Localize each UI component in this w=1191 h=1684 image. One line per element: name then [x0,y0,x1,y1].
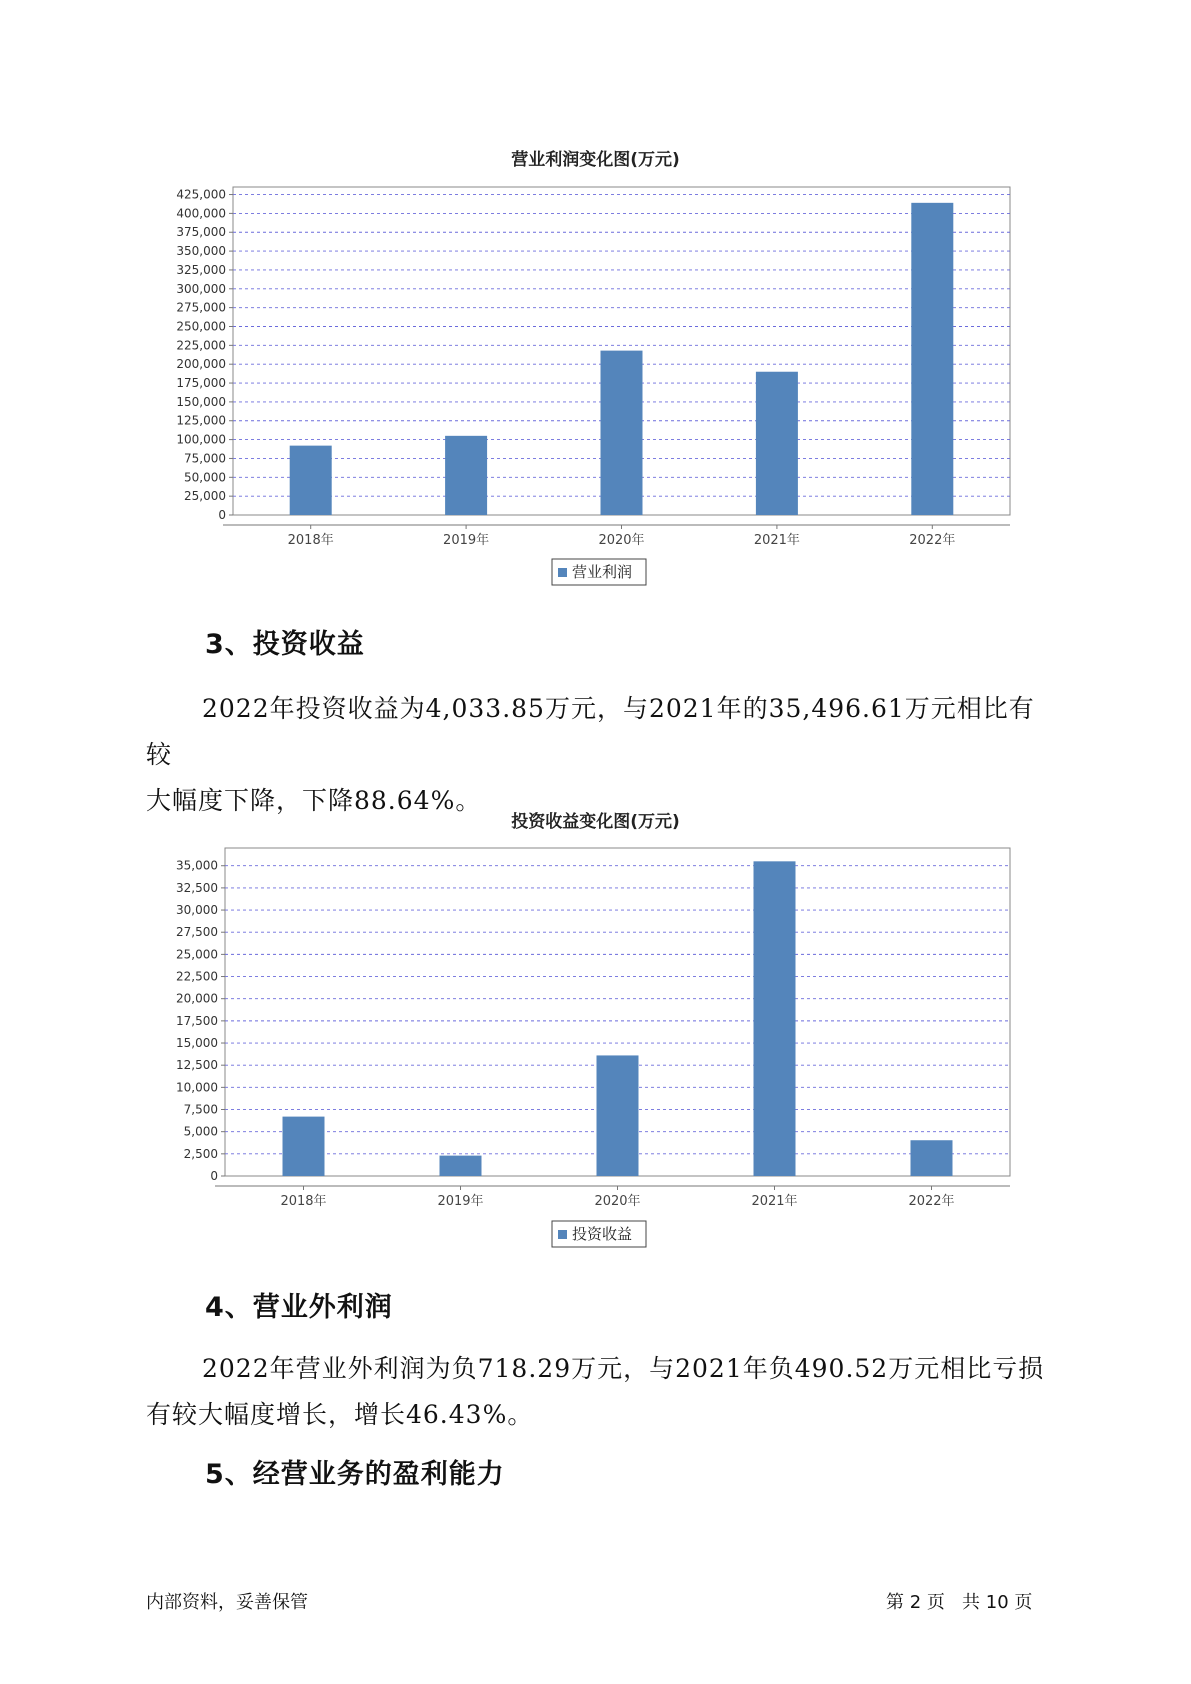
x-tick-label: 2018年 [280,1194,327,1209]
x-tick-label: 2020年 [594,1194,641,1209]
bar-2019年 [445,436,487,515]
y-tick-label: 35,000 [176,858,218,873]
investment-income-chart [0,835,1191,1255]
y-tick-label: 375,000 [176,225,226,240]
operating-profit-chart [0,170,1191,590]
y-tick-label: 75,000 [184,451,226,466]
x-tick-label: 2018年 [287,533,334,548]
y-tick-label: 225,000 [176,338,226,353]
section-5-heading: 5、经营业务的盈利能力 [205,1459,505,1490]
bar-2018年 [290,446,332,515]
x-tick-label: 2019年 [443,533,490,548]
bar-2022年 [911,1140,953,1176]
chart-title-operating-profit: 营业利润变化图(万元) [511,150,680,170]
y-tick-label: 400,000 [176,206,226,221]
y-tick-label: 10,000 [176,1080,218,1095]
footer-confidential-note: 内部资料，妥善保管 [146,1592,308,1613]
bar-2020年 [597,1055,639,1176]
x-tick-label: 2020年 [598,533,645,548]
section-4-heading: 4、营业外利润 [205,1292,393,1323]
bar-2019年 [440,1156,482,1176]
footer-page-number: 第 2 页 共 10 页 [886,1592,1033,1613]
y-tick-label: 250,000 [176,319,226,334]
section-3-heading: 3、投资收益 [205,629,365,660]
y-tick-label: 325,000 [176,262,226,277]
legend [552,559,646,585]
section-4-line-1: 2022年营业外利润为负718.29万元，与2021年负490.52万元相比亏损 [202,1354,1045,1383]
y-tick-label: 200,000 [176,357,226,372]
x-tick-label: 2021年 [751,1194,798,1209]
x-tick-label: 2022年 [909,533,956,548]
y-tick-label: 15,000 [176,1036,218,1051]
y-tick-label: 175,000 [176,376,226,391]
y-tick-label: 275,000 [176,300,226,315]
section-3-line-1: 2022年投资收益为4,033.85万元，与2021年的35,496.61万元相比有较 [146,694,1035,769]
x-tick-label: 2019年 [437,1194,484,1209]
bar-2021年 [754,861,796,1176]
y-tick-label: 25,000 [184,489,226,504]
section-3-paragraph [146,686,1051,824]
y-tick-label: 150,000 [176,394,226,409]
y-tick-label: 32,500 [176,880,218,895]
y-tick-label: 50,000 [184,470,226,485]
bar-2021年 [756,372,798,515]
section-4-line-2: 有较大幅度增长，增长46.43%。 [146,1400,534,1429]
y-tick-label: 7,500 [183,1102,218,1117]
section-3-line-2: 大幅度下降，下降88.64%。 [146,786,482,815]
legend-label: 投资收益 [572,1225,633,1243]
y-tick-label: 100,000 [176,432,226,447]
y-tick-label: 12,500 [176,1058,218,1073]
y-tick-label: 27,500 [176,925,218,940]
legend-swatch [558,1230,567,1239]
y-tick-label: 17,500 [176,1013,218,1028]
chart-title-investment-income: 投资收益变化图(万元) [511,812,680,832]
y-tick-label: 5,000 [183,1124,218,1139]
y-tick-label: 20,000 [176,991,218,1006]
y-tick-label: 2,500 [183,1146,218,1161]
y-tick-label: 300,000 [176,281,226,296]
y-tick-label: 0 [218,508,226,522]
bar-2022年 [911,203,953,515]
legend-swatch [558,568,567,577]
y-tick-label: 125,000 [176,413,226,428]
bar-2018年 [283,1117,325,1176]
y-tick-label: 25,000 [176,947,218,962]
y-tick-label: 22,500 [176,969,218,984]
legend [552,1221,646,1247]
y-tick-label: 425,000 [176,187,226,202]
x-tick-label: 2021年 [753,533,800,548]
bar-2020年 [601,351,643,515]
y-tick-label: 30,000 [176,903,218,918]
y-tick-label: 0 [210,1169,218,1183]
x-tick-label: 2022年 [908,1194,955,1209]
section-4-paragraph [146,1346,1051,1438]
legend-label: 营业利润 [572,563,633,581]
y-tick-label: 350,000 [176,244,226,259]
